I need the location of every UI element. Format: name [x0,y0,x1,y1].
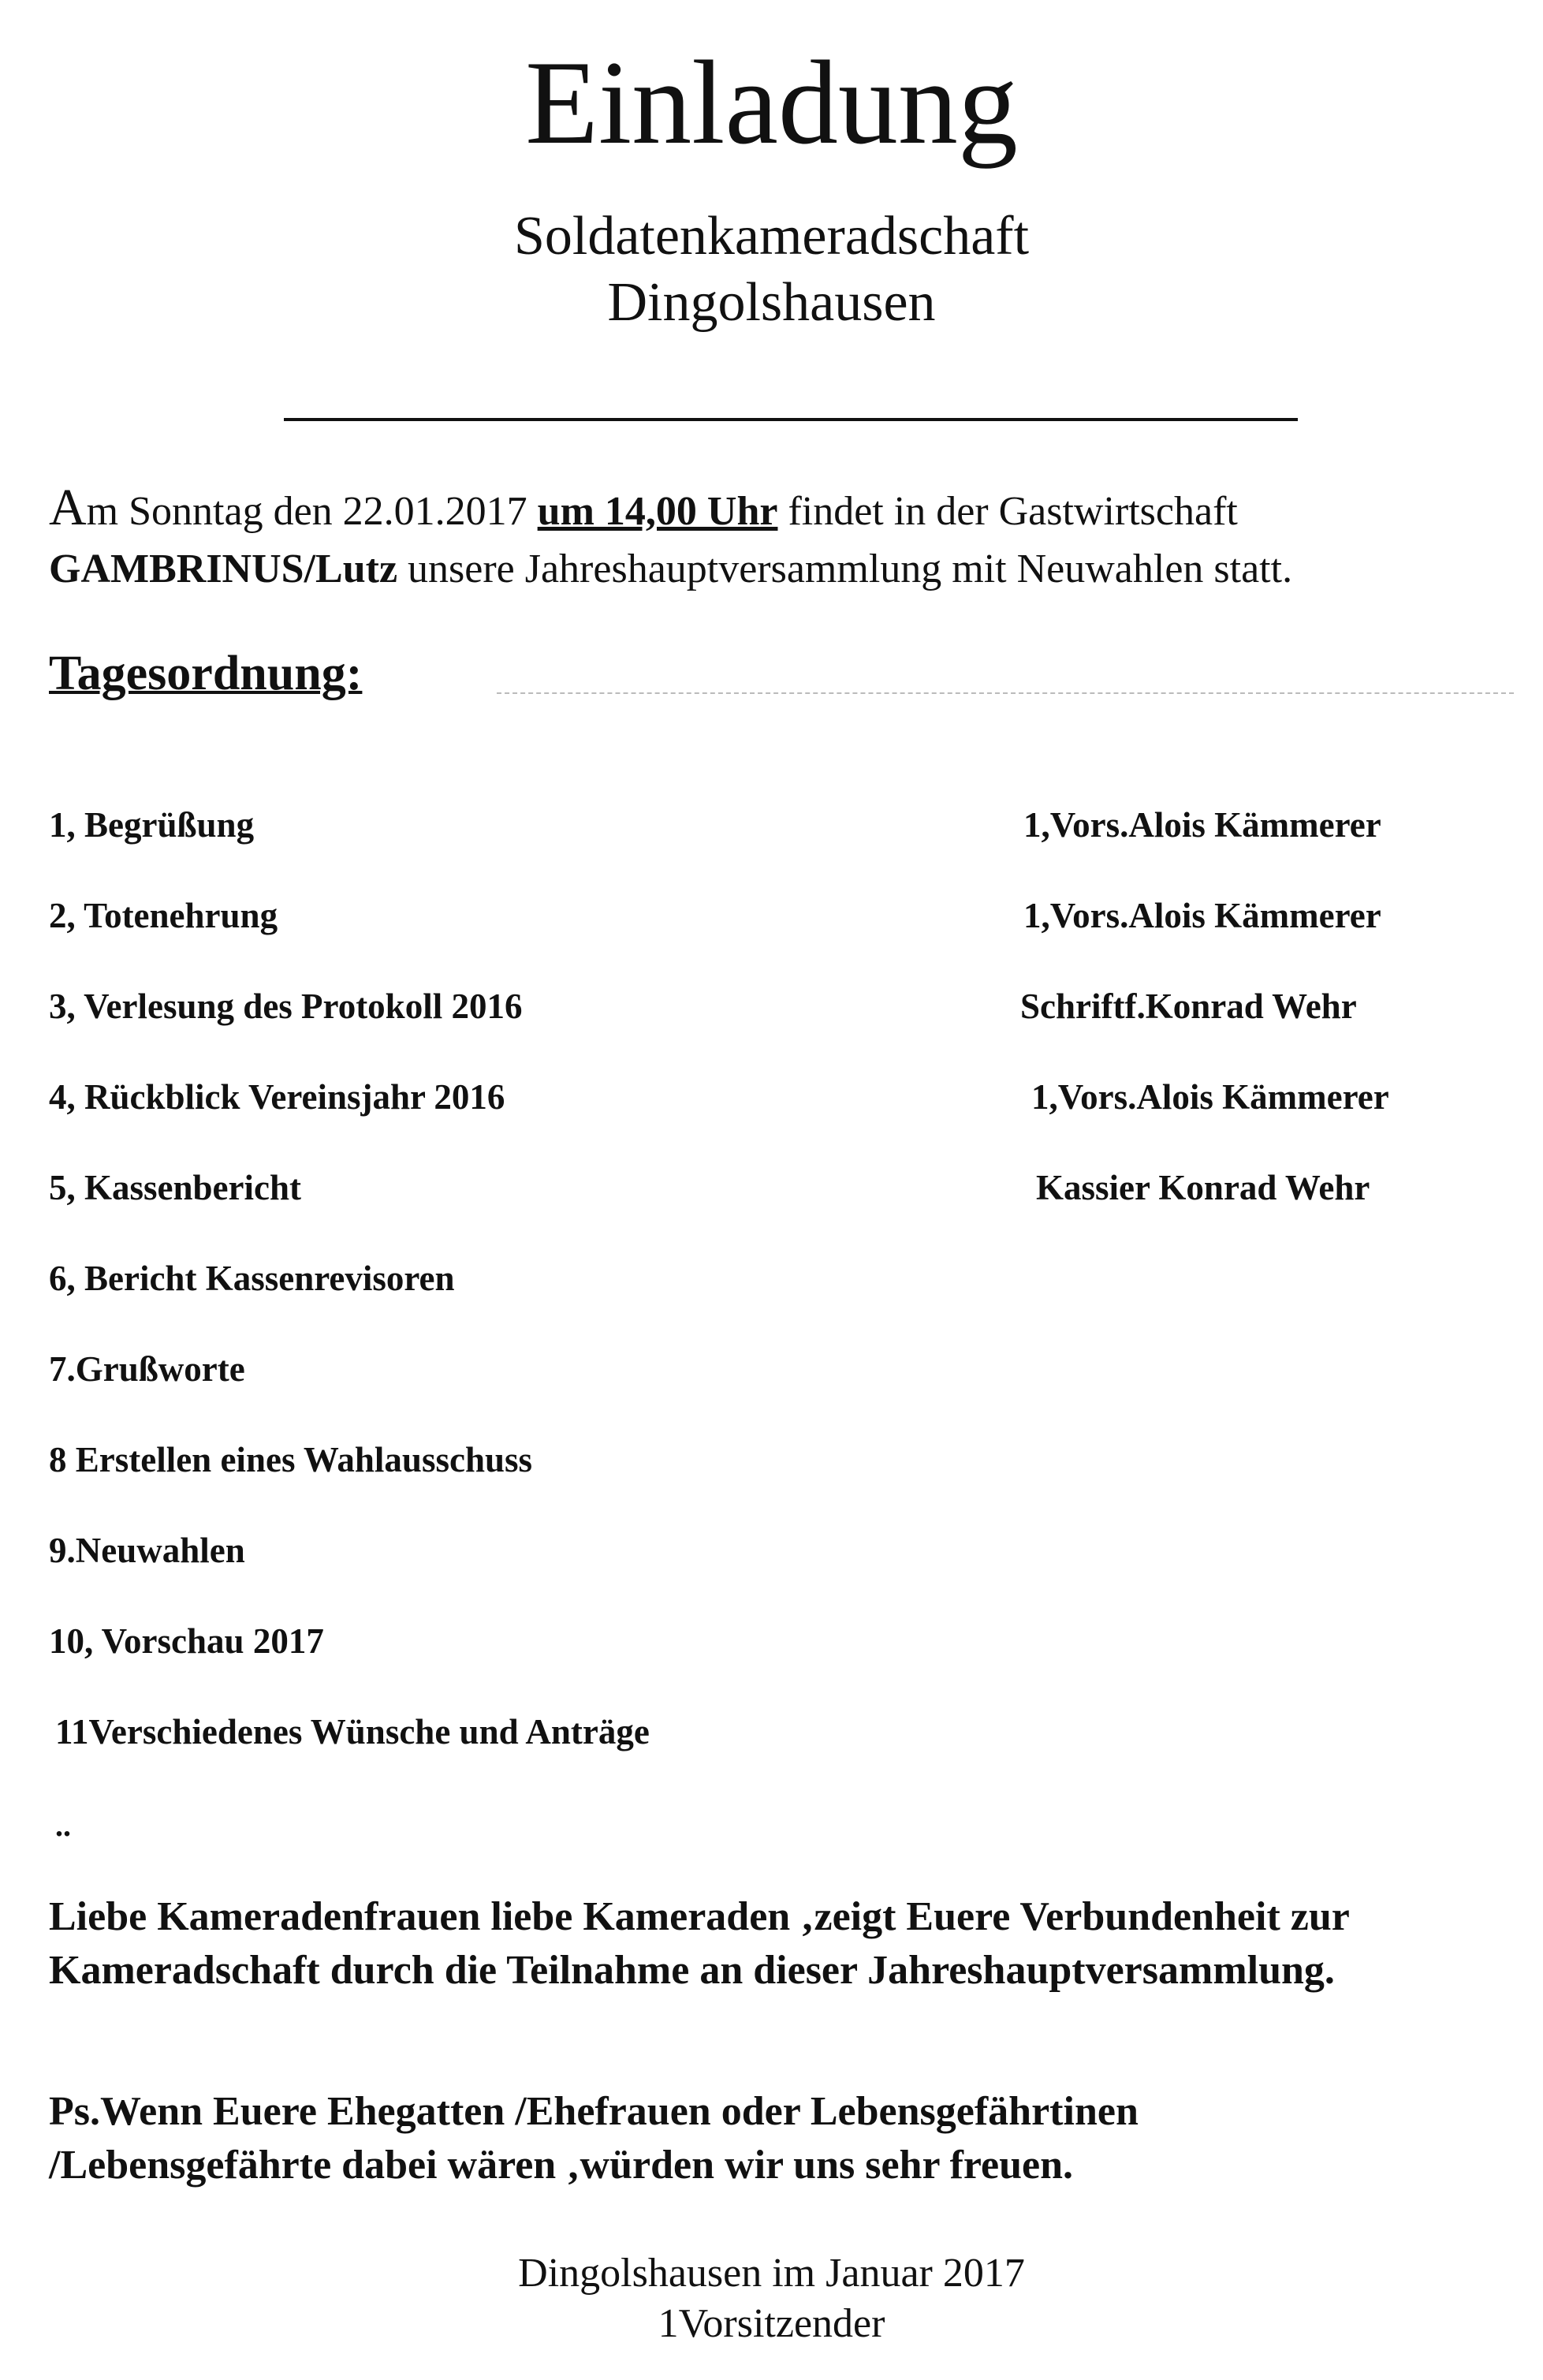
organization-name: Soldatenkameradschaft [513,206,1030,267]
organization-town: Dingolshausen [607,272,936,333]
agenda-item: 8 Erstellen eines Wahlausschuss [49,1440,533,1479]
signoff-place-date: Dingolshausen im Januar 2017 [518,2251,1025,2296]
agenda-item-responsible: 1,Vors.Alois Kämmerer [1023,805,1381,845]
agenda-item: 6, Bericht Kassenrevisoren [49,1259,455,1298]
paper-fold-line [497,692,1514,694]
appeal-line-2: Kameradschaft durch die Teilnahme an dieser Jahreshauptversammlung. [49,1948,1335,1993]
intro-initial-letter: A [49,479,87,536]
document-title: Einladung [525,36,1018,169]
intro-line-1 [49,481,1515,539]
intro-date-text: m Sonntag den 22.01.2017 [86,489,538,534]
intro-event-text: unsere Jahreshauptversammlung mit Neuwahlen statt. [397,547,1293,591]
agenda-item: 9.Neuwahlen [49,1531,245,1570]
agenda-item-responsible: 1,Vors.Alois Kämmerer [1031,1077,1389,1117]
agenda-item: 1, Begrüßung [49,805,255,845]
appeal-line-1: Liebe Kameradenfrauen liebe Kameraden ‚zeigt Euere Verbundenheit zur [49,1894,1350,1939]
intro-time: um 14,00 Uhr [537,489,778,534]
intro-line-2 [49,543,1515,596]
intro-venue: GAMBRINUS/Lutz [49,547,398,591]
trailing-dots: .. [55,1807,71,1843]
postscript-line-1: Ps.Wenn Euere Ehegatten /Ehefrauen oder Lebensgefährtinen [49,2089,1139,2134]
agenda-item: 11Verschiedenes Wünsche und Anträge [55,1712,650,1751]
postscript-line-2: /Lebensgefährte dabei wären ‚würden wir uns sehr freuen. [49,2143,1074,2188]
agenda-item-responsible: Schriftf.Konrad Wehr [1020,987,1357,1026]
agenda-item-responsible: Kassier Konrad Wehr [1036,1168,1370,1207]
agenda-item: 10, Vorschau 2017 [49,1621,324,1661]
agenda-item: 7.Grußworte [49,1349,245,1389]
intro-location-text: findet in der Gastwirtschaft [777,489,1238,534]
agenda-item: 2, Totenehrung [49,896,278,935]
agenda-item-responsible: 1,Vors.Alois Kämmerer [1023,896,1381,935]
signoff-signer: 1Vorsitzender [658,2301,885,2346]
agenda-item: 4, Rückblick Vereinsjahr 2016 [49,1077,505,1117]
divider-line [284,418,1298,421]
agenda-item: 3, Verlesung des Protokoll 2016 [49,987,523,1026]
agenda-item: 5, Kassenbericht [49,1168,301,1207]
agenda-heading: Tagesordnung: [49,647,363,700]
